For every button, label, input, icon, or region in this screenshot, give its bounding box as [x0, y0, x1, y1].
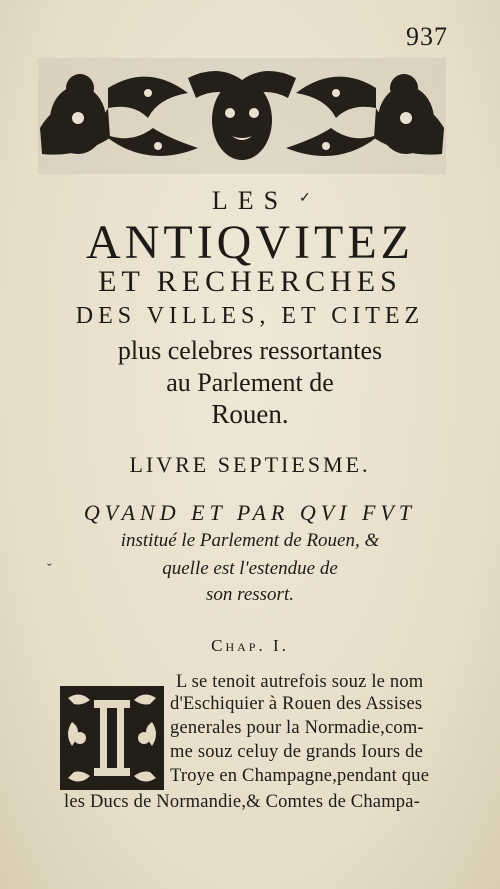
- chapter-heading: Chap. I.: [211, 636, 289, 655]
- body-line: L se tenoit autrefois souz le nom: [176, 672, 424, 692]
- title-line-6: au Parlement de: [166, 368, 334, 397]
- book-heading: LIVRE SEPTIESME.: [129, 452, 371, 477]
- body-line: d'Eschiquier à Rouen des Assises: [170, 694, 423, 714]
- stray-mark: ˇ: [47, 562, 52, 577]
- title-line-3: ET RECHERCHES: [98, 265, 402, 298]
- subtitle-line-4: son ressort.: [206, 584, 294, 605]
- title-line-1: LES: [211, 186, 289, 215]
- title-line-2: ANTIQVITEZ: [86, 216, 414, 269]
- title-line-7: Rouen.: [211, 399, 289, 429]
- subtitle-line-3: quelle est l'estendue de: [162, 558, 338, 579]
- stray-mark: ✓: [299, 191, 311, 206]
- title-line-4: DES VILLES, ET CITEZ: [75, 303, 425, 329]
- subtitle-line-2: institué le Parlement de Rouen, &: [120, 530, 380, 551]
- body-line: Troye en Champagne,pendant que: [170, 766, 430, 786]
- decorated-initial-letter-icon: [60, 686, 164, 790]
- body-line: generales pour la Normadie,com-: [170, 718, 424, 738]
- title-line-5: plus celebres ressortantes: [117, 336, 383, 365]
- page-number: 937: [406, 22, 448, 51]
- body-line: me souz celuy de grands Iours de: [170, 742, 423, 762]
- body-line: les Ducs de Normandie,& Comtes de Champa-: [64, 792, 421, 812]
- subtitle-line-1: QVAND ET PAR QVI FVT: [83, 500, 417, 525]
- woodcut-headpiece-ornament-icon: [38, 58, 446, 174]
